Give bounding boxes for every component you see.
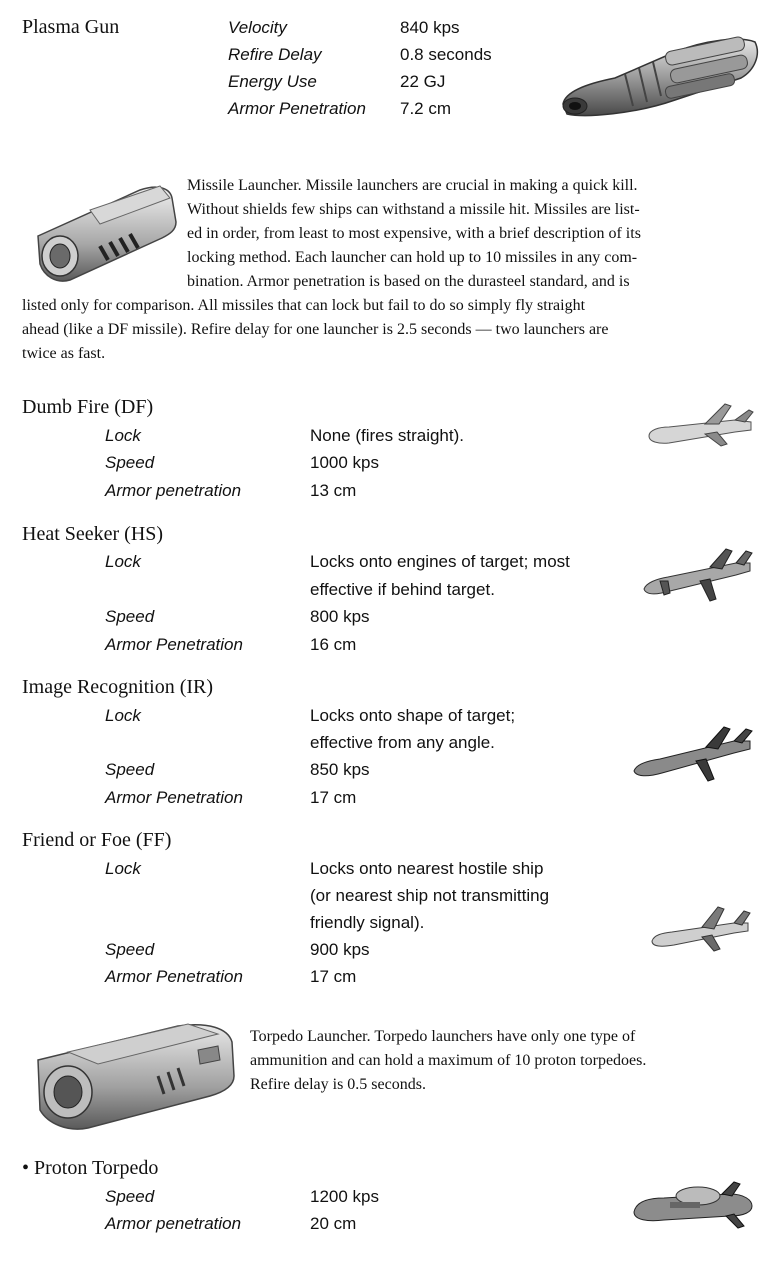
plasma-armor-label: Armor Penetration bbox=[228, 99, 366, 118]
plasma-refire-value: 0.8 seconds bbox=[400, 45, 492, 64]
df-speed-value: 1000 kps bbox=[310, 453, 379, 472]
missile-launcher-line-1: Missile Launcher. Missile launchers are crucial in making a quick kill. bbox=[187, 177, 638, 194]
ir-lock-label: Lock bbox=[105, 706, 141, 725]
missile-title-hs: Heat Seeker (HS) bbox=[22, 523, 164, 545]
plasma-velocity-label: Velocity bbox=[228, 18, 287, 37]
plasma-refire-label: Refire Delay bbox=[228, 45, 322, 64]
ir-armor-label: Armor Penetration bbox=[105, 788, 243, 807]
df-missile-illustration bbox=[645, 400, 755, 450]
df-armor-label: Armor penetration bbox=[105, 481, 242, 500]
ff-missile-illustration bbox=[648, 903, 753, 953]
plasma-armor-value: 7.2 cm bbox=[400, 99, 452, 118]
hs-speed-value: 800 kps bbox=[310, 607, 370, 626]
hs-missile-illustration bbox=[640, 545, 755, 607]
hs-armor-value: 16 cm bbox=[310, 635, 357, 654]
pt-armor-value: 20 cm bbox=[310, 1214, 357, 1233]
pt-speed-value: 1200 kps bbox=[310, 1187, 379, 1206]
missile-launcher-line-6: listed only for comparison. All missiles that can lock but fail to do so simply fly straight bbox=[22, 297, 586, 314]
missile-title-df: Dumb Fire (DF) bbox=[22, 396, 154, 418]
ir-missile-illustration bbox=[630, 725, 755, 785]
ir-speed-value: 850 kps bbox=[310, 760, 370, 779]
pt-speed-label: Speed bbox=[105, 1187, 155, 1206]
ff-lock-value-line-3: friendly signal). bbox=[310, 913, 425, 932]
torpedo-launcher-illustration bbox=[28, 1020, 238, 1132]
hs-lock-value-line-2: effective if behind target. bbox=[310, 580, 495, 599]
missile-launcher-line-7: ahead (like a DF missile). Refire delay for one launcher is 2.5 seconds — two launchers are bbox=[22, 321, 609, 338]
proton-torpedo-title: • Proton Torpedo bbox=[22, 1157, 159, 1179]
missile-launcher-illustration bbox=[30, 176, 180, 286]
plasma-energy-label: Energy Use bbox=[228, 72, 317, 91]
hs-lock-value-line-1: Locks onto engines of target; most bbox=[310, 552, 570, 571]
df-lock-value: None (fires straight). bbox=[310, 426, 464, 445]
ir-lock-value-line-1: Locks onto shape of target; bbox=[310, 706, 516, 725]
ff-speed-value: 900 kps bbox=[310, 940, 370, 959]
missile-launcher-line-8: twice as fast. bbox=[22, 345, 106, 362]
plasma-gun-illustration bbox=[555, 22, 765, 122]
df-armor-value: 13 cm bbox=[310, 481, 357, 500]
missile-title-ir: Image Recognition (IR) bbox=[22, 676, 214, 698]
ff-speed-label: Speed bbox=[105, 940, 155, 959]
df-speed-label: Speed bbox=[105, 453, 155, 472]
ir-speed-label: Speed bbox=[105, 760, 155, 779]
hs-lock-label: Lock bbox=[105, 552, 141, 571]
torpedo-launcher-line-2: ammunition and can hold a maximum of 10 proton torpedoes. bbox=[250, 1052, 647, 1069]
plasma-velocity-value: 840 kps bbox=[400, 18, 460, 37]
ff-lock-value-line-2: (or nearest ship not transmitting bbox=[310, 886, 550, 905]
proton-torpedo-illustration bbox=[630, 1180, 755, 1230]
ir-lock-value-line-2: effective from any angle. bbox=[310, 733, 495, 752]
missile-launcher-line-2: Without shields few ships can withstand a missile hit. Missiles are list- bbox=[187, 201, 640, 218]
torpedo-launcher-line-3: Refire delay is 0.5 seconds. bbox=[250, 1076, 426, 1093]
ff-lock-label: Lock bbox=[105, 859, 141, 878]
torpedo-launcher-line-1: Torpedo Launcher. Torpedo launchers have only one type of bbox=[250, 1028, 636, 1045]
df-lock-label: Lock bbox=[105, 426, 141, 445]
ff-armor-value: 17 cm bbox=[310, 967, 357, 986]
pt-armor-label: Armor penetration bbox=[105, 1214, 242, 1233]
hs-armor-label: Armor Penetration bbox=[105, 635, 243, 654]
ir-armor-value: 17 cm bbox=[310, 788, 357, 807]
missile-launcher-line-4: locking method. Each launcher can hold up to 10 missiles in any com- bbox=[187, 249, 638, 266]
hs-speed-label: Speed bbox=[105, 607, 155, 626]
missile-launcher-line-5: bination. Armor penetration is based on the durasteel standard, and is bbox=[187, 273, 630, 290]
ff-armor-label: Armor Penetration bbox=[105, 967, 243, 986]
ff-lock-value-line-1: Locks onto nearest hostile ship bbox=[310, 859, 544, 878]
missile-title-ff: Friend or Foe (FF) bbox=[22, 829, 172, 851]
plasma-gun-title: Plasma Gun bbox=[22, 16, 120, 38]
missile-launcher-line-3: ed in order, from least to most expensive, with a brief description of its bbox=[187, 225, 641, 242]
plasma-energy-value: 22 GJ bbox=[400, 72, 446, 91]
